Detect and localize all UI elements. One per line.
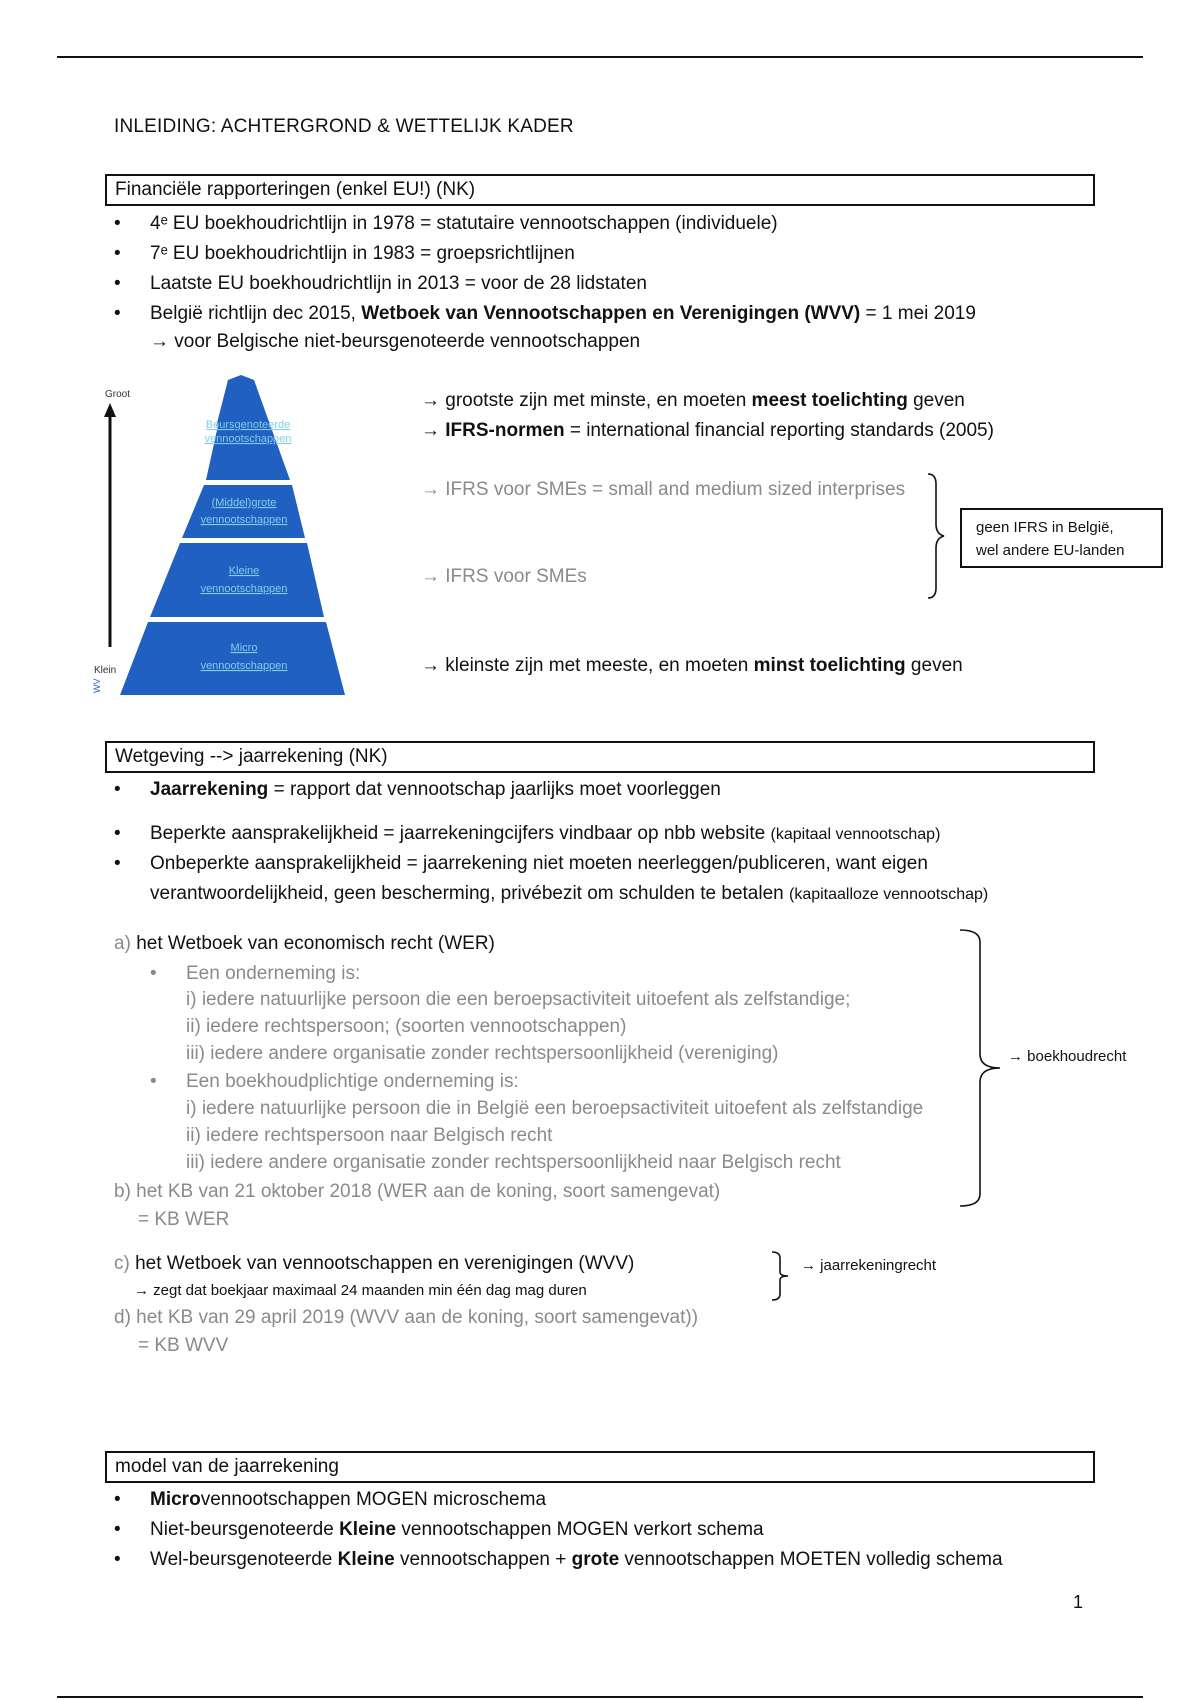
page-number: 1 [1073, 1592, 1084, 1612]
sub-arrow-text: → voor Belgische niet-beursgenoteerde vennootschappen [150, 331, 641, 352]
bullet-icon: • [114, 303, 121, 324]
law-a-item: iii) iedere andere organisatie zonder rechtspersoonlijkheid naar Belgisch recht [186, 1152, 841, 1173]
bullet-icon: • [150, 963, 157, 984]
list-item-text: Jaarrekening = rapport dat vennootschap jaarlijks moet voorleggen [150, 779, 721, 800]
axis-top-label: Groot [105, 389, 131, 400]
law-d-sub: = KB WVV [138, 1335, 229, 1356]
law-c-sub: → zegt dat boekjaar maximaal 24 maanden min één dag mag duren [134, 1282, 587, 1299]
pyramid-label: vennootschappen [200, 514, 288, 526]
section-box-model-jaarrekening: model van de jaarrekening [105, 1451, 1095, 1483]
list-item-text: België richtlijn dec 2015, Wetboek van Vennootschappen en Verenigingen (WVV) = 1 mei 2019 [150, 303, 976, 324]
section-box-financiele-rapporteringen: Financiële rapporteringen (enkel EU!) (NK) [105, 174, 1095, 206]
list-item-text: Niet-beursgenoteerde Kleine vennootschappen MOGEN verkort schema [150, 1519, 764, 1540]
bullet-icon: • [114, 779, 121, 800]
pyramid-note-top: → grootste zijn met minste, en moeten meest toelichting geven [421, 390, 965, 411]
ifrs-belgium-note-line: geen IFRS in België, [976, 519, 1114, 536]
pyramid-label: vennootschappen [204, 433, 292, 445]
axis-bottom-label: Klein [94, 665, 117, 676]
list-item-text: Microvennootschappen MOGEN microschema [150, 1489, 547, 1510]
pyramid-label: Beursgenoteerde [205, 419, 291, 431]
bullet-icon: • [114, 213, 121, 234]
bullet-icon: • [114, 1519, 121, 1540]
ifrs-belgium-note-line: wel andere EU-landen [976, 542, 1125, 559]
brace-label-boekhoudrecht: → boekhoudrecht [1008, 1048, 1127, 1065]
ifrs-belgium-note-box [960, 508, 1163, 568]
bullet-icon: • [150, 1071, 157, 1092]
law-b-sub: = KB WER [138, 1209, 230, 1230]
pyramid-note-ifrs-sme-2: → IFRS voor SMEs [421, 566, 587, 587]
pyramid-apex [228, 375, 254, 380]
law-d-heading: d) het KB van 29 april 2019 (WVV aan de koning, soort samengevat)) [114, 1307, 699, 1328]
pyramid-level-micro [120, 622, 345, 695]
list-item-text: Onbeperkte aansprakelijkheid = jaarrekening niet moeten neerleggen/publiceren, want eigen [150, 853, 928, 874]
pyramid-level-middelgrote [182, 485, 305, 538]
axis-side-label: WV [92, 678, 102, 693]
law-a-item: i) iedere natuurlijke persoon die een beroepsactiviteit uitoefent als zelfstandige; [186, 989, 851, 1010]
list-item-continuation: verantwoordelijkheid, geen bescherming, privébezit om schulden te betalen (kapitaalloze vennootschap) [150, 883, 989, 904]
pyramid-diagram [88, 375, 418, 700]
law-c-heading: c) het Wetboek van vennootschappen en verenigingen (WVV) [114, 1253, 635, 1274]
law-a-heading: a) het Wetboek van economisch recht (WER) [114, 933, 495, 954]
bottom-rule [57, 1696, 1143, 1698]
law-a-item: ii) iedere rechtspersoon; (soorten vennootschappen) [186, 1016, 627, 1037]
pyramid-label: Kleine [228, 565, 260, 577]
law-a-item: ii) iedere rechtspersoon naar Belgisch recht [186, 1125, 553, 1146]
law-b-heading: b) het KB van 21 oktober 2018 (WER aan de koning, soort samengevat) [114, 1181, 721, 1202]
list-item-text: Laatste EU boekhoudrichtlijn in 2013 = voor de 28 lidstaten [150, 273, 647, 294]
bullet-icon: • [114, 243, 121, 264]
brace-ifrs [926, 472, 950, 600]
bullet-icon: • [114, 1489, 121, 1510]
brace-boekhoudrecht [958, 928, 1004, 1208]
list-item-text: 7ᵉ EU boekhoudrichtlijn in 1983 = groepsrichtlijnen [150, 243, 575, 264]
bullet-icon: • [114, 823, 121, 844]
section-box-wetgeving: Wetgeving --> jaarrekening (NK) [105, 741, 1095, 773]
axis-arrowhead-icon [104, 403, 116, 417]
list-item-text: 4ᵉ EU boekhoudrichtlijn in 1978 = statutaire vennootschappen (individuele) [150, 213, 778, 234]
bullet-icon: • [114, 853, 121, 874]
bullet-icon: • [114, 273, 121, 294]
top-rule [57, 56, 1143, 58]
brace-label-jaarrekeningrecht: → jaarrekeningrecht [801, 1257, 937, 1274]
pyramid-note-ifrs: → IFRS-normen = international financial reporting standards (2005) [421, 420, 994, 441]
list-item-text: Beperkte aansprakelijkheid = jaarrekeningcijfers vindbaar op nbb website (kapitaal vennootschap) [150, 823, 941, 844]
pyramid-label: vennootschappen [200, 583, 288, 595]
law-a-item: iii) iedere andere organisatie zonder rechtspersoonlijkheid (vereniging) [186, 1043, 779, 1064]
pyramid-level-kleine [150, 543, 324, 617]
list-item-text: Wel-beursgenoteerde Kleine vennootschappen + grote vennootschappen MOETEN volledig schema [150, 1549, 1003, 1570]
law-a-item: i) iedere natuurlijke persoon die in België een beroepsactiviteit uitoefent als zelfstandige [186, 1098, 924, 1119]
pyramid-label: vennootschappen [200, 660, 288, 672]
pyramid-note-bottom: → kleinste zijn met meeste, en moeten minst toelichting geven [421, 655, 963, 676]
pyramid-label: Micro [230, 642, 258, 654]
pyramid-note-ifrs-sme-1: → IFRS voor SMEs = small and medium sized interprises [421, 479, 906, 500]
bullet-icon: • [114, 1549, 121, 1570]
brace-jaarrekeningrecht [770, 1250, 792, 1302]
page-title: INLEIDING: ACHTERGROND & WETTELIJK KADER [114, 116, 574, 137]
pyramid-label: (Middel)grote [211, 497, 277, 509]
